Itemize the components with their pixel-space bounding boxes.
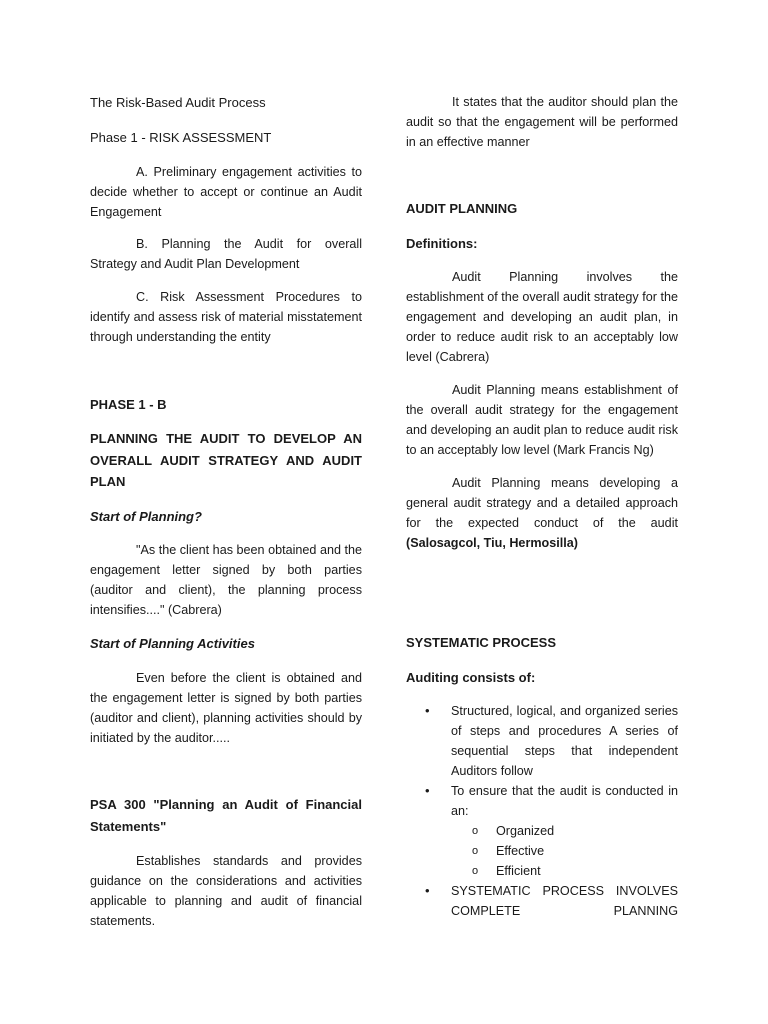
list-item [406,881,678,921]
item-b-label: B. [136,237,148,251]
sub-list-item [451,821,678,841]
sub-list-item [451,841,678,861]
auditing-consists-heading: Auditing consists of: [406,670,536,685]
planning-heading: PLANNING THE AUDIT TO DEVELOP AN OVERALL AUDIT STRATEGY AND AUDIT PLAN [90,431,362,489]
bullet-icon: • [425,783,430,798]
bullet-text: Structured, logical, and organized series of steps and procedures A series of sequential steps that independent Auditors follow [451,704,678,778]
sub-list [451,821,678,881]
bullet-icon: • [425,883,430,898]
psa-300-heading: PSA 300 "Planning an Audit of Financial Statements" [90,797,362,834]
psa-300-text: Establishes standards and provides guidance on the considerations and activities applicable to planning and audit of financial statements. [90,854,362,928]
item-b-text: Planning the Audit for overall Strategy and Audit Plan Development [90,237,362,271]
item-a-label: A. [136,165,148,179]
circle-bullet-icon: o [472,825,479,837]
list-item [406,781,678,881]
intro-paragraph: It states that the auditor should plan the audit so that the engagement will be performed in an effective manner [406,95,678,149]
sub-item-text: Effective [496,844,545,858]
bullet-text: SYSTEMATIC PROCESS INVOLVES COMPLETE PLANNING [451,884,678,918]
item-a-text: Preliminary engagement activities to decide whether to accept or continue an Audit Engagement [90,165,362,219]
item-c-label: C. [136,290,149,304]
item-c-text: Risk Assessment Procedures to identify and assess risk of material misstatement through understanding the entity [90,290,362,344]
systematic-process-heading: SYSTEMATIC PROCESS [406,635,557,650]
sub-list-item [451,861,678,881]
item-c-paragraph [90,287,362,347]
definition-ng: Audit Planning means establishment of the overall audit strategy for the engagement and developing an audit plan to reduce audit risk to an acceptably low level (Mark Francis Ng) [406,383,678,457]
list-item [406,701,678,781]
bullet-text: To ensure that the audit is conducted in an: [451,784,678,818]
item-a-paragraph [90,162,362,222]
definition-salosagcol-text: Audit Planning means developing a general audit strategy and a detailed approach for the expected conduct of the audit [406,476,678,530]
sub-item-text: Organized [496,824,555,838]
definition-cabrera: Audit Planning involves the establishment of the overall audit strategy for the engagement and developing an audit plan, in order to reduce audit risk to an acceptably low level (Cabrera) [406,270,678,364]
sub-item-text: Efficient [496,864,541,878]
document-title: The Risk-Based Audit Process [90,95,266,110]
start-of-planning-activities-heading: Start of Planning Activities [90,636,255,651]
start-of-planning-quote: "As the client has been obtained and the engagement letter signed by both parties (auditor and client), the planning process intensifies...." (Cabrera) [90,543,362,617]
circle-bullet-icon: o [472,865,479,877]
start-of-planning-heading: Start of Planning? [90,509,202,524]
circle-bullet-icon: o [472,845,479,857]
start-of-planning-activities-text: Even before the client is obtained and the engagement letter is signed by both parties (auditor and client), planning activities should by initiated by the auditor..... [90,671,362,745]
item-b-paragraph [90,234,362,274]
auditing-bullet-list [406,701,678,921]
phase-1-heading: Phase 1 - RISK ASSESSMENT [90,130,272,145]
definition-salosagcol-authors: (Salosagcol, Tiu, Hermosilla) [406,536,578,550]
audit-planning-heading: AUDIT PLANNING [406,201,518,216]
phase-1-b-heading: PHASE 1 - B [90,397,167,412]
definition-salosagcol [406,473,678,553]
bullet-icon: • [425,703,430,718]
definitions-heading: Definitions: [406,236,478,251]
